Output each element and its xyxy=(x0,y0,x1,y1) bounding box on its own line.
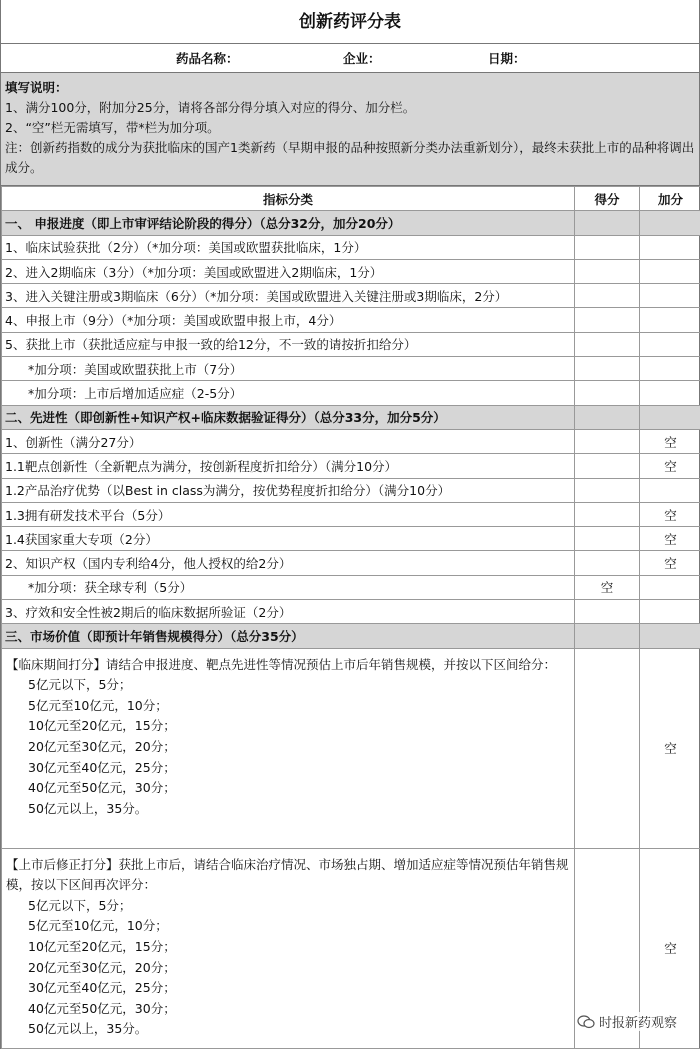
table-row xyxy=(2,478,700,502)
tier-line: 5亿元以下，5分； xyxy=(28,897,132,913)
bonus-cell[interactable] xyxy=(640,235,700,259)
tier-line: 10亿元至20亿元，15分； xyxy=(28,718,176,734)
market-post-intro: 【上市后修正打分】获批上市后，请结合临床治疗情况、市场独占期、增加适应症等情况预估年销售规模，按以下区间再次评分： xyxy=(6,856,569,893)
table-row xyxy=(2,259,700,283)
table-row xyxy=(2,527,700,551)
table-row xyxy=(2,454,700,478)
tier-line: 10亿元至20亿元，15分； xyxy=(28,939,176,955)
bonus-cell[interactable] xyxy=(640,405,700,429)
date-label: 日期： xyxy=(488,51,526,66)
meta-row xyxy=(1,44,699,73)
score-cell[interactable] xyxy=(575,648,640,848)
company-label: 企业： xyxy=(343,51,381,66)
market-clinical-intro: 【临床期间打分】请结合申报进度、靶点先进性等情况预估上市后年销售规模，并按以下区间给分： xyxy=(6,656,557,672)
table-row xyxy=(2,429,700,453)
row-label: 1.2产品治疗优势（以Best in class为满分，按优势程度折扣给分）（满分10分） xyxy=(2,478,575,502)
score-cell[interactable] xyxy=(575,211,640,235)
score-cell[interactable] xyxy=(575,308,640,332)
score-cell[interactable] xyxy=(575,527,640,551)
score-cell[interactable] xyxy=(575,284,640,308)
table-row xyxy=(2,332,700,356)
instruction-line: 1、满分100分，附加分25分，请将各部分得分填入对应的得分、加分栏。 xyxy=(5,100,416,115)
row-label: 5、获批上市（获批适应症与申报一致的给12分，不一致的请按折扣给分） xyxy=(2,332,575,356)
section-row xyxy=(2,624,700,648)
row-label: 1.4获国家重大专项（2分） xyxy=(2,527,575,551)
bonus-cell[interactable] xyxy=(640,332,700,356)
bonus-cell[interactable] xyxy=(640,600,700,624)
table-row xyxy=(2,381,700,405)
row-label: 4、申报上市（9分）（*加分项：美国或欧盟申报上市，4分） xyxy=(2,308,575,332)
watermark xyxy=(577,1012,677,1031)
bonus-cell[interactable] xyxy=(640,308,700,332)
score-cell[interactable] xyxy=(575,429,640,453)
table-row xyxy=(2,600,700,624)
tier-line: 5亿元以下，5分； xyxy=(28,677,132,693)
score-cell[interactable] xyxy=(575,381,640,405)
row-label: 3、进入关键注册或3期临床（6分）（*加分项：美国或欧盟进入关键注册或3期临床，2分） xyxy=(2,284,575,308)
table-row xyxy=(2,502,700,526)
tier-line: 40亿元至50亿元，30分； xyxy=(28,780,176,796)
bonus-cell[interactable] xyxy=(640,284,700,308)
score-cell[interactable] xyxy=(575,405,640,429)
market-post-text xyxy=(2,848,575,1048)
score-cell[interactable] xyxy=(575,551,640,575)
row-label: 3、疗效和安全性被2期后的临床数据所验证（2分） xyxy=(2,600,575,624)
score-cell[interactable] xyxy=(575,235,640,259)
tier-line: 30亿元至40亿元，25分； xyxy=(28,980,176,996)
row-label: *加分项：美国或欧盟获批上市（7分） xyxy=(2,357,575,381)
bonus-cell: 空 xyxy=(640,454,700,478)
table-row xyxy=(2,575,700,599)
instruction-note: 注：创新药指数的成分为获批临床的国产1类新药（早期申报的品种按照新分类办法重新划分），最终未获批上市的品种将调出成分。 xyxy=(5,140,695,175)
row-label: 1、临床试验获批（2分）（*加分项：美国或欧盟获批临床，1分） xyxy=(2,235,575,259)
col-bonus: 加分 xyxy=(640,187,700,211)
tier-line: 20亿元至30亿元，20分； xyxy=(28,739,176,755)
row-label: 1.1靶点创新性（全新靶点为满分，按创新程度折扣给分）（满分10分） xyxy=(2,454,575,478)
bonus-cell[interactable] xyxy=(640,259,700,283)
instructions xyxy=(1,73,699,186)
instruction-line: 2、“空”栏无需填写，带*栏为加分项。 xyxy=(5,120,220,135)
tier-line: 30亿元至40亿元，25分； xyxy=(28,759,176,775)
row-label: 一、 申报进度（即上市审评结论阶段的得分）（总分32分，加分20分） xyxy=(2,211,575,235)
bonus-cell[interactable] xyxy=(640,575,700,599)
score-cell[interactable] xyxy=(575,259,640,283)
col-score: 得分 xyxy=(575,187,640,211)
tier-line: 5亿元至10亿元，10分； xyxy=(28,697,168,713)
table-row xyxy=(2,551,700,575)
tier-line: 5亿元至10亿元，10分； xyxy=(28,918,168,934)
row-label: 1.3拥有研发技术平台（5分） xyxy=(2,502,575,526)
bonus-cell: 空 xyxy=(640,502,700,526)
market-clinical-text xyxy=(2,648,575,848)
score-cell[interactable] xyxy=(575,478,640,502)
row-label: 三、市场价值（即预计年销售规模得分）（总分35分） xyxy=(2,624,575,648)
score-cell[interactable] xyxy=(575,357,640,381)
score-table xyxy=(1,186,700,1049)
watermark-text: 时报新药观察 xyxy=(598,1016,677,1031)
score-cell[interactable] xyxy=(575,624,640,648)
score-cell: 空 xyxy=(575,575,640,599)
page-title: 创新药评分表 xyxy=(1,0,699,44)
section-row xyxy=(2,211,700,235)
bonus-cell[interactable] xyxy=(640,624,700,648)
score-cell[interactable] xyxy=(575,502,640,526)
table-row xyxy=(2,308,700,332)
row-label: 二、先进性（即创新性+知识产权+临床数据验证得分）（总分33分，加分5分） xyxy=(2,405,575,429)
market-clinical-row xyxy=(2,648,700,848)
bonus-cell[interactable] xyxy=(640,357,700,381)
row-label: 1、创新性（满分27分） xyxy=(2,429,575,453)
row-label: *加分项：获全球专利（5分） xyxy=(2,575,575,599)
section-row xyxy=(2,405,700,429)
score-cell[interactable] xyxy=(575,454,640,478)
table-row xyxy=(2,235,700,259)
bonus-cell[interactable] xyxy=(640,211,700,235)
col-category: 指标分类 xyxy=(2,187,575,211)
row-label: 2、知识产权（国内专利给4分，他人授权的给2分） xyxy=(2,551,575,575)
tier-line: 50亿元以上，35分。 xyxy=(28,1021,148,1037)
instructions-heading: 填写说明： xyxy=(5,80,68,95)
bonus-cell[interactable] xyxy=(640,381,700,405)
tier-line: 50亿元以上，35分。 xyxy=(28,800,148,816)
wechat-icon xyxy=(577,1015,595,1029)
score-cell[interactable] xyxy=(575,600,640,624)
bonus-cell: 空 xyxy=(640,648,700,848)
tier-line: 40亿元至50亿元，30分； xyxy=(28,1000,176,1016)
bonus-cell: 空 xyxy=(640,429,700,453)
bonus-cell: 空 xyxy=(640,551,700,575)
bonus-cell: 空 xyxy=(640,848,700,1048)
row-label: *加分项：上市后增加适应症（2-5分） xyxy=(2,381,575,405)
row-label: 2、进入2期临床（3分）（*加分项：美国或欧盟进入2期临床，1分） xyxy=(2,259,575,283)
table-row xyxy=(2,284,700,308)
bonus-cell[interactable] xyxy=(640,478,700,502)
table-row xyxy=(2,357,700,381)
bonus-cell: 空 xyxy=(640,527,700,551)
score-cell[interactable] xyxy=(575,332,640,356)
tier-line: 20亿元至30亿元，20分； xyxy=(28,959,176,975)
drug-name-label: 药品名称： xyxy=(176,51,239,66)
